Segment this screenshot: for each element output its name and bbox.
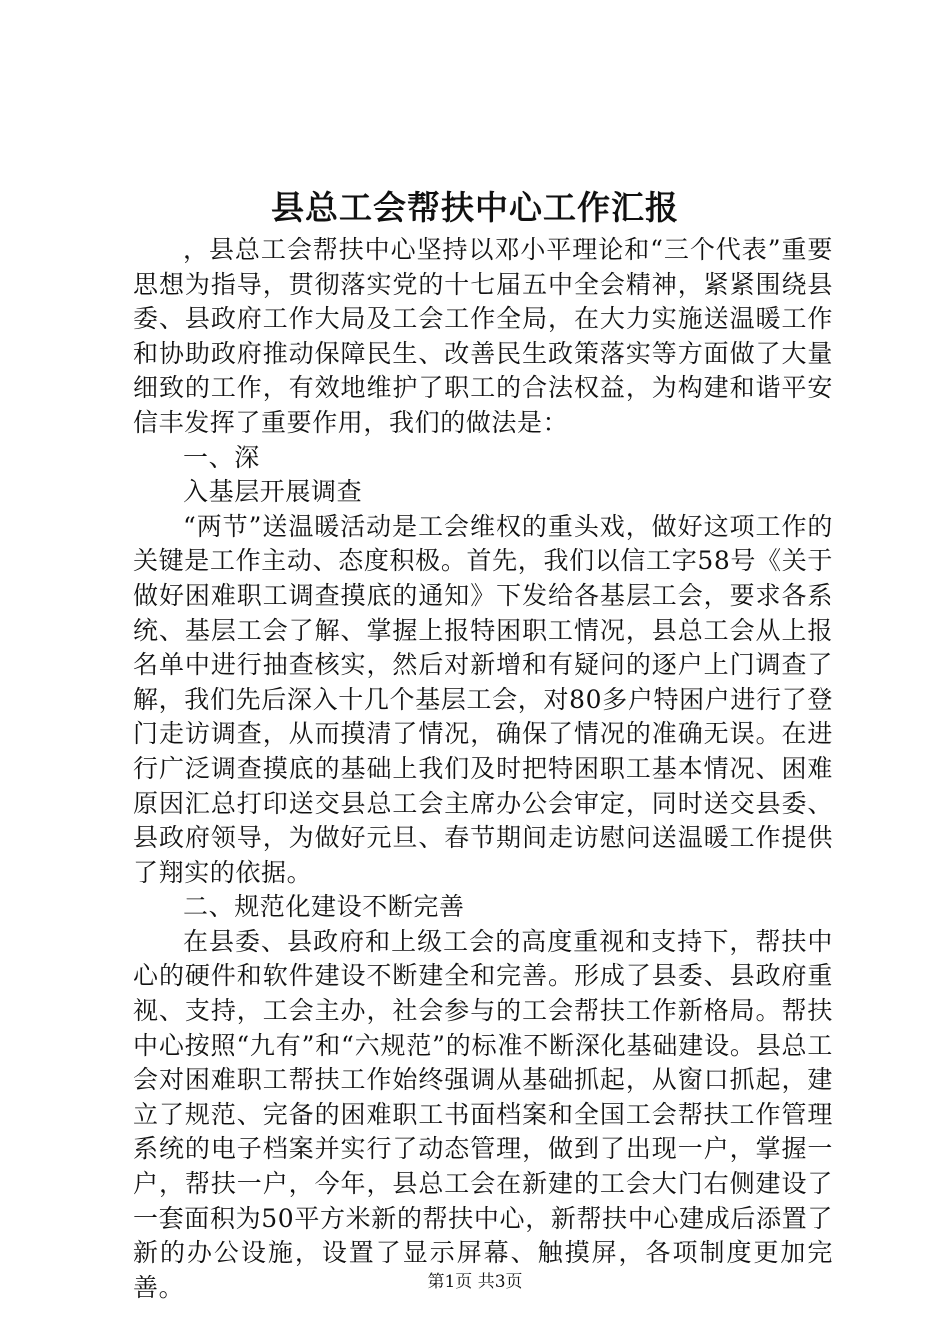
- paragraph-section-2: 在县委、县政府和上级工会的高度重视和支持下，帮扶中心的硬件和软件建设不断建全和完善。形成了县委、县政府重视、支持，工会主办，社会参与的工会帮扶工作新格局。帮扶中心按照“九有”和“六规范”的标准不断深化基础建设。县总工会对困难职工帮扶工作始终强调从基础抓起，从窗口抓起，建立了规范、完备的困难职工书面档案和全国工会帮扶工作管理系统的电子档案并实行了动态管理，做到了出现一户，掌握一户，帮扶一户，今年，县总工会在新建的工会大门右侧建设了一套面积为50平方米新的帮扶中心，新帮扶中心建成后添置了新的办公设施，设置了显示屏幕、触摸屏，各项制度更加完善。: [133, 926, 833, 1302]
- section-heading-2: 二、规范化建设不断完善: [183, 892, 465, 922]
- paragraph-section-1: “两节”送温暖活动是工会维权的重头戏，做好这项工作的关键是工作主动、态度积极。首先，我们以信工字58号《关于做好困难职工调查摸底的通知》下发给各基层工会，要求各系统、基层工会了解、掌握上报特困职工情况，县总工会从上报名单中进行抽查核实，然后对新增和有疑问的逐户上门调查了解，我们先后深入十几个基层工会，对80多户特困户进行了登门走访调查，从而摸清了情况，确保了情况的准确无误。在进行广泛调查摸底的基础上我们及时把特困职工基本情况、困难原因汇总打印送交县总工会主席办公会审定，同时送交县委、县政府领导，为做好元旦、春节期间走访慰问送温暖工作提供了翔实的依据。: [133, 511, 833, 887]
- document-body: [133, 233, 833, 1305]
- paragraph-intro: ，县总工会帮扶中心坚持以邓小平理论和“三个代表”重要思想为指导，贯彻落实党的十七届五中全会精神，紧紧围绕县委、县政府工作大局及工会工作全局，在大力实施送温暖工作和协助政府推动保障民生、改善民生政策落实等方面做了大量细致的工作，有效地维护了职工的合法权益，为构建和谐平安信丰发挥了重要作用，我们的做法是：: [133, 235, 833, 437]
- section-heading-1a: 一、深: [183, 442, 260, 472]
- document-title: 县总工会帮扶中心工作汇报: [271, 188, 679, 227]
- page-footer: 第1页 共3页: [427, 1272, 523, 1292]
- section-heading-1b: 入基层开展调查: [183, 477, 363, 507]
